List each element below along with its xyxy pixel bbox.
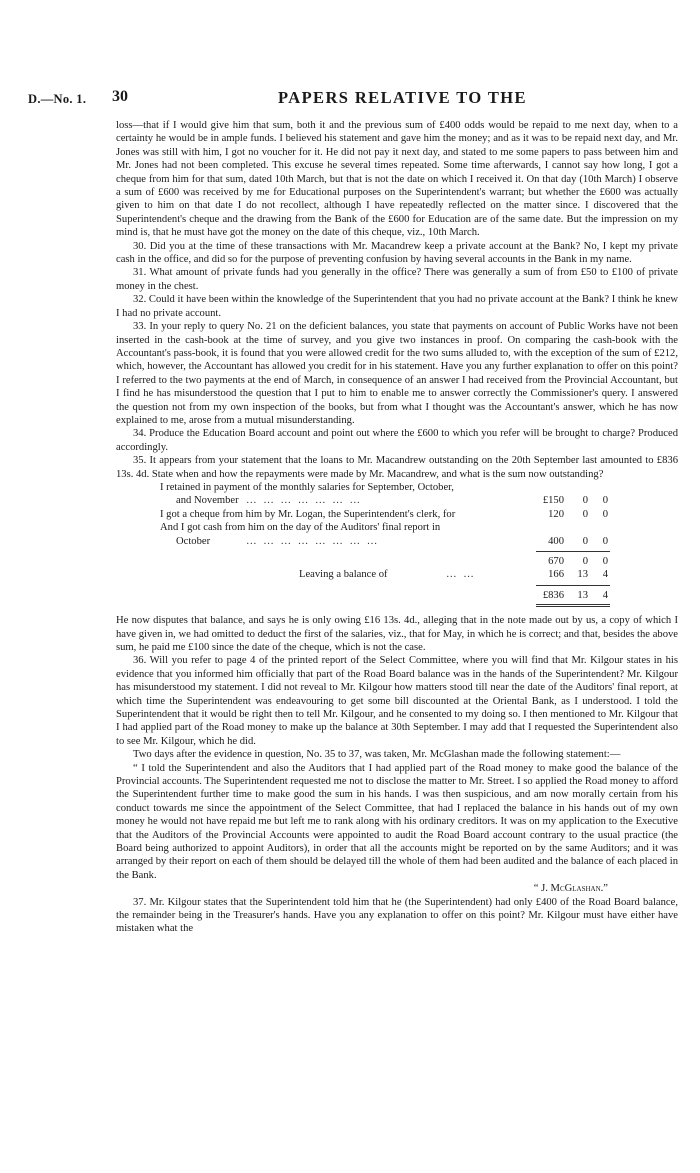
ledger-total-pence: 4 bbox=[602, 589, 608, 601]
total-rule bbox=[536, 585, 610, 586]
leader-dots: … … bbox=[446, 569, 476, 581]
ledger-subtotal-shillings: 0 bbox=[582, 555, 588, 567]
ledger-item-3-shillings: 0 bbox=[582, 535, 588, 547]
ledger-item-1-shillings: 0 bbox=[582, 495, 588, 507]
ledger-total-shillings: 13 bbox=[577, 589, 588, 601]
paragraph-32: 32. Could it have been within the knowledge of the Superintendent that you had no private account at the Bank? I think he knew I had no private account. bbox=[116, 294, 678, 319]
ledger-subtotal-pounds: 670 bbox=[548, 555, 564, 567]
ledger-item-3-pence: 0 bbox=[602, 535, 608, 547]
ledger-item-1-pence: 0 bbox=[602, 495, 608, 507]
paragraph-35: 35. It appears from your statement that the loans to Mr. Macandrew outstanding on the 20th September last amounted to £836 13s. 4d. State when and how the repayments were made by Mr. Macandrew, and what is the sum now outstanding? bbox=[116, 455, 678, 480]
document-code: D.—No. 1. bbox=[28, 92, 87, 106]
paragraph-33: 33. In your reply to query No. 21 on the deficient balances, you state that payments on account of Public Works have not been inserted in the cash-book at the time of survey, and you give two instances in proof. On comparing the cash-book with the Accountant's pass-book, it is found that you were allowed credit for the two sums alluded to, with the exception of the sum of £212, which, however, the Accountant has allowed you credit for in his statement. Have you any further explanation to offer on this point? I referred to the two payments at the end of March, in consequence of an answer I had received from the Provincial Accountant, but I find he has misunderstood the question that I put to him to enable me to answer correctly the Commissioner's query. I answered the question not from my own inspection of the books, but from what I thought was the Accountant's answer, which he has now explained to me, arose from a mutual misunderstanding. bbox=[116, 321, 678, 426]
paragraph-two-days: Two days after the evidence in question, No. 35 to 37, was taken, Mr. McGlashan made the following statement:— bbox=[133, 749, 621, 761]
ledger-row bbox=[116, 555, 678, 568]
ledger-balance-pounds: 166 bbox=[548, 569, 564, 581]
ledger-row bbox=[116, 535, 678, 548]
ledger-balance-pence: 4 bbox=[602, 569, 608, 581]
ledger-row bbox=[116, 521, 678, 534]
ledger-item-2-description: I got a cheque from him by Mr. Logan, the Superintendent's clerk, for bbox=[160, 508, 456, 520]
ledger-subtotal-pence: 0 bbox=[602, 555, 608, 567]
paragraph-30: 30. Did you at the time of these transactions with Mr. Macandrew keep a private account at the Bank? No, I kept my private cash in the office, and did so for the purpose of preventing confusion by having several accounts in the Bank in my name. bbox=[116, 240, 678, 266]
ledger-row bbox=[116, 589, 678, 602]
ledger-total-pounds: £836 bbox=[542, 589, 564, 601]
ledger-item-1-pounds: £150 bbox=[542, 495, 564, 507]
ledger-row bbox=[116, 568, 678, 581]
total-double-rule bbox=[536, 604, 610, 607]
ledger-balance-shillings: 13 bbox=[577, 569, 588, 581]
ledger-item-3-description-cont: October bbox=[176, 535, 211, 547]
paragraph-after-ledger: He now disputes that balance, and says he is only owing £16 13s. 4d., alleging that in the note made out by us, a copy of which I have given in, we had omitted to deduct the first of the salaries, viz., that for May, in which he is correct; and that, besides the above sum, he paid me £100 since the date of the cheque, which is not the case. bbox=[116, 615, 678, 653]
ledger-item-2-shillings: 0 bbox=[582, 508, 588, 520]
ledger-balance-label: Leaving a balance of bbox=[299, 569, 388, 581]
quoted-statement: “ I told the Superintendent and also the Auditors that I had applied part of the Road money to make good the balance of the Provincial accounts. The Superintendent requested me not to disclose the matter to Mr. Street. I so applied the Road money to afford the Superintendent further time to make good the sum in his hands. I was then suspicious, and am now morally certain from his conduct towards me since the appointment of the Select Committee, that had I replaced the balance in his hands out of my own money he would not have repaid me but left me to rank along with his ordinary creditors. It was on my application to the Executive that the Auditors of the Provincial Accounts were appointed to audit the Road Board account contrary to the usual practice (the Board being authorized to appoint Auditors), in order that all the accounts might be reported on by the same Auditors; and it was arranged by their report on each of them should be delayed till the whole of them had been audited and the balance of each placed in the Bank. bbox=[116, 762, 678, 881]
paragraph-intro: loss—that if I would give him that sum, both it and the previous sum of £400 odds would be repaid to me next day, when to a certainty he would be in ample funds. I believed his statement and gave him the money; and as it was to be repaid next day, and Mr. Jones was still with him, I got no voucher for it. He did not pay it next day, and stated to me some papers to pass between him and Mr. Jones had not been completed. This excuse he several times repeated. Some time afterwards, I cannot say how long, I got a cheque from him for that sum, dated 10th March, but that is not the date on which I received it. On that day (10th March) I observe a sum of £600 was received by me for Educational purposes on the Superintendent's warrant; but whether the £600 was actually given to him on that date I do not recollect, although I have repeatedly reflected on the matter since. I discovered that the Superintendent's cheque and the drawing from the Bank of the £600 for Education are of the same date. But the impression on my mind is, that he must have got the money on the date of this cheque, viz., 10th March. bbox=[116, 120, 678, 239]
ledger-item-1-description: I retained in payment of the monthly salaries for September, October, bbox=[160, 481, 454, 493]
page-header bbox=[28, 88, 688, 110]
ledger-rule-row bbox=[116, 548, 678, 555]
repayment-ledger bbox=[116, 481, 678, 614]
paragraph-31: 31. What amount of private funds had you generally in the office? There was generally a sum of from £50 to £100 of private money in the chest. bbox=[116, 267, 678, 292]
paragraph-36: 36. Will you refer to page 4 of the printed report of the Select Committee, where you will find that Mr. Kilgour states in his evidence that you informed him officially that part of the Road Board balance was in the hands of the Superintendent? Mr. Kilgour has misunderstood my statement. I did not reveal to Mr. Kilgour how matters stood till near the date of the Auditors' final report, at which time the Superintendent was endeavouring to get some bill discounted at the Oriental Bank, as I understood. I told the Superintendent that it would be right then to tell Mr. Kilgour, and he consented to my doing so. I then mentioned to Mr. Kilgour that I had applied part of the Road money to make up the balance at 30th September. I may add that I requested the Superintendent also to see Mr. Kilgour, which he did. bbox=[116, 655, 678, 747]
ledger-row bbox=[116, 481, 678, 494]
ledger-row bbox=[116, 494, 678, 507]
ledger-rule-row bbox=[116, 602, 678, 614]
ledger-item-3-description: And I got cash from him on the day of the Auditors' final report in bbox=[160, 522, 441, 534]
ledger-item-2-pounds: 120 bbox=[548, 508, 564, 520]
ledger-item-2-pence: 0 bbox=[602, 508, 608, 520]
ledger-item-1-description-cont: and November bbox=[176, 495, 239, 507]
subtotal-rule bbox=[536, 551, 610, 552]
leader-dots: … … … … … … … bbox=[246, 495, 363, 507]
paragraph-37: 37. Mr. Kilgour states that the Superintendent told him that he (the Superintendent) had only £400 of the Road Board balance, the remainder being in the Treasurer's hands. Have you any explanation to offer on this point? Mr. Kilgour must have either have mistaken what the bbox=[116, 896, 678, 935]
signature: “ J. McGlashan.” bbox=[533, 883, 608, 895]
ledger-row bbox=[116, 508, 678, 521]
paragraph-34: 34. Produce the Education Board account and point out where the £600 to which you refer will be brought to charge? Produced accordingly. bbox=[116, 428, 678, 453]
leader-dots: … … … … … … … … bbox=[246, 535, 380, 547]
ledger-item-3-pounds: 400 bbox=[548, 535, 564, 547]
ledger-rule-row bbox=[116, 582, 678, 589]
page-number: 30 bbox=[112, 88, 128, 105]
document-body bbox=[116, 119, 678, 936]
running-title: PAPERS RELATIVE TO THE bbox=[278, 88, 527, 107]
